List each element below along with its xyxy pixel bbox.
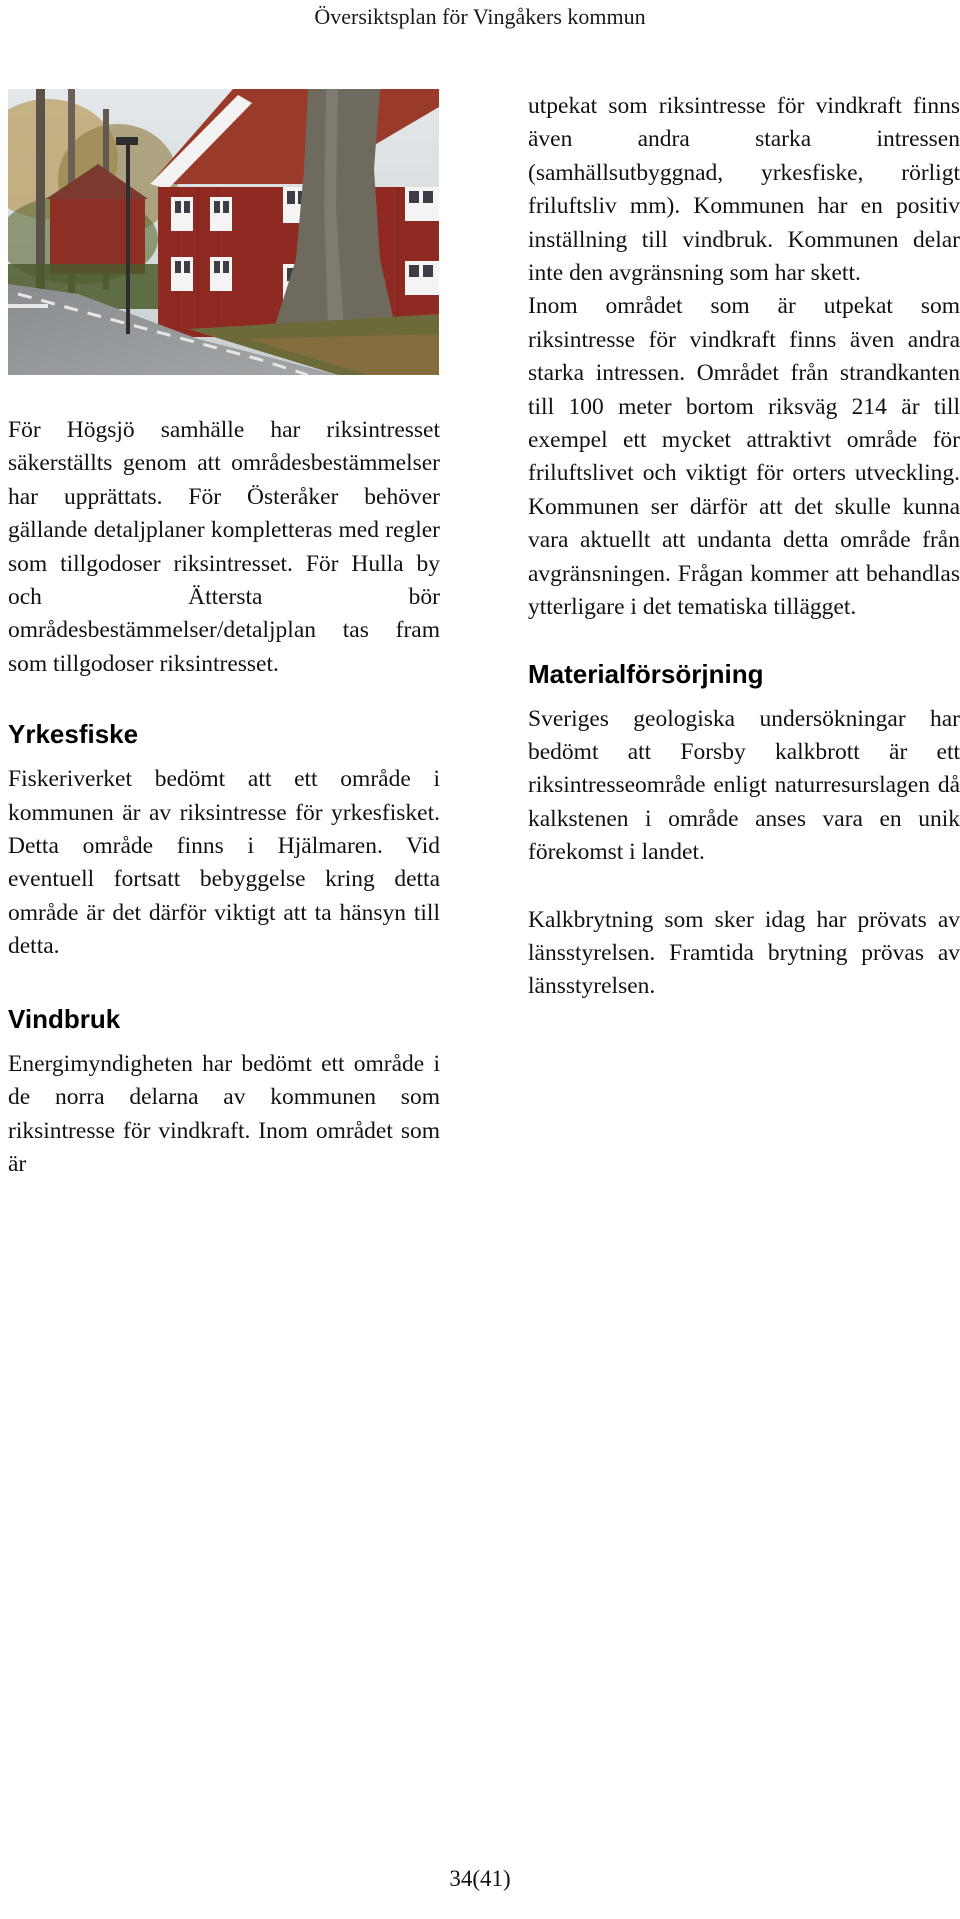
heading-materialforsorjning: Materialförsörjning xyxy=(528,658,764,689)
running-header: Översiktsplan för Vingåkers kommun xyxy=(314,4,646,29)
paragraph-vindbruk: Energimyndigheten har bedömt ett område i de norra delarna av kommunen som riksintresse för vindkraft. Inom området som är xyxy=(8,1050,440,1177)
paragraph-yrkesfiske: Fiskeriverket bedömt att ett område i kommunen är av riksintresse för yrkesfisket. Detta område finns i Hjälmaren. Vid eventuell fortsatt bebyggelse kring detta område är det därför viktigt att ta hänsyn till detta. xyxy=(8,766,440,960)
paragraph-hogsjo: För Högsjö samhälle har riksintresset säkerställts genom att områdesbestämmelser har upprättats. För Österåker behöver gällande detaljplaner kompletteras med regler som tillgodoser riksintresset. För Hulla by och Ättersta bör områdesbestämmelser/detaljplan tas fram som tillgodoser riksintresset. xyxy=(8,417,440,677)
left-column xyxy=(8,414,440,1181)
paragraph-forsby-kalkbrott: Sveriges geologiska undersökningar har bedömt att Forsby kalkbrott är ett riksintresseområde enligt naturresurslagen då kalkstenen i område anses vara en unik förekomst i landet. xyxy=(528,705,960,866)
red-wooden-house-photo xyxy=(8,89,439,375)
right-column xyxy=(528,90,960,1004)
page-number: 34(41) xyxy=(449,1866,511,1891)
paragraph-vindbruk-avgransning: Inom området som är utpekat som riksintresse för vindkraft finns även andra starka intressen. Området från strandkanten till 100 meter bortom riksväg 214 är till exempel ett mycket attraktivt område för friluftslivet och viktigt för orters utveckling. Kommunen ser därför att det skulle kunna vara aktuellt att undanta detta område från avgränsningen. Frågan kommer att behandlas ytterligare i det tematiska tillägget. xyxy=(528,293,960,621)
heading-vindbruk: Vindbruk xyxy=(8,1003,121,1034)
heading-yrkesfiske: Yrkesfiske xyxy=(8,719,139,750)
paragraph-vindbruk-continued: utpekat som riksintresse för vindkraft finns även andra starka intressen (samhällsutbyggnad, yrkesfiske, rörligt friluftsliv mm). Kommunen har en positiv inställning till vindbruk. Kommunen delar inte den avgränsning som har skett. xyxy=(528,93,960,287)
paragraph-kalkbrytning: Kalkbrytning som sker idag har prövats av länsstyrelsen. Framtida brytning prövas av länsstyrelsen. xyxy=(528,906,960,1000)
